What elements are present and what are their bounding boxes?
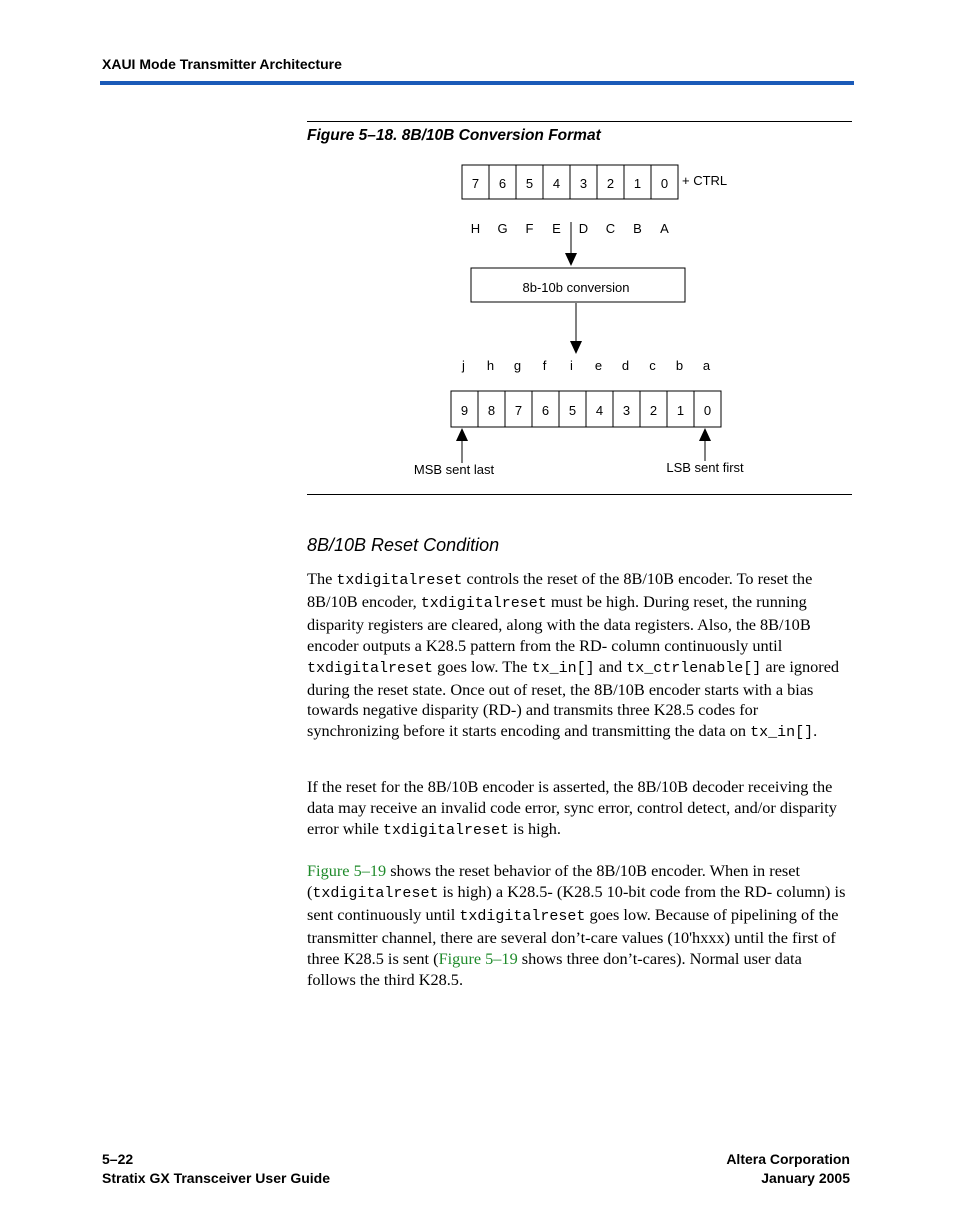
publication-date: January 2005 [761, 1170, 850, 1186]
input-bit-value: 2 [606, 176, 615, 191]
output-arrowhead [570, 341, 582, 354]
input-letter: H [470, 221, 481, 236]
input-letter: A [660, 221, 669, 236]
input-letter: C [605, 221, 616, 236]
output-letter: b [675, 358, 684, 373]
input-letter: F [525, 221, 534, 236]
output-bit-value: 8 [487, 403, 496, 418]
output-letter: h [486, 358, 495, 373]
output-letter: d [621, 358, 630, 373]
output-letter: a [702, 358, 711, 373]
input-letter: E [552, 221, 561, 236]
figure-caption: Figure 5–18. 8B/10B Conversion Format [307, 127, 601, 144]
paragraph-decoder-errors: If the reset for the 8B/10B encoder is asserted, the 8B/10B decoder receiving the data may receive an invalid code error, sync error, control detect, and/or disparity error while txdigitalreset is high. [307, 777, 837, 839]
output-bit-value: 0 [703, 403, 712, 418]
guide-title: Stratix GX Transceiver User Guide [102, 1170, 330, 1186]
ctrl-label: + CTRL [682, 173, 728, 188]
lsb-arrowhead [699, 428, 711, 441]
input-arrowhead [565, 253, 577, 266]
paragraph-reset-description: The txdigitalreset controls the reset of the 8B/10B encoder. To reset the 8B/10B encoder, txdigitalreset must be high. During reset, the running disparity registers are cleared, along with the data registers. Also, the 8B/10B encoder outputs a K28.5 pattern from the RD- column continuously until txdigitalreset goes low. The tx_in[] and tx_ctrlenable[] are ignored during the reset state. Once out of reset, the 8B/10B encoder starts with a bias towards negative disparity (RD-) and transmits three K28.5 codes for synchronizing before it starts encoding and transmitting the data on tx_in[]. [307, 569, 840, 742]
output-bit-value: 3 [622, 403, 631, 418]
paragraph-reset-behavior: Figure 5–19 shows the reset behavior of the 8B/10B encoder. When in reset (txdigitalreset is high) a K28.5- (K28.5 10-bit code from the RD- column) is sent continuously until txdigitalreset goes low. Because of pipelining of the transmitter channel, there are several don’t-care values (10'hxxx) until the first of three K28.5 is sent (Figure 5–19 shows three don’t-cares). Normal user data follows the third K28.5. [307, 861, 846, 989]
figure-5-19-link-inline[interactable]: Figure 5–19 [438, 948, 518, 968]
conversion-label: 8b-10b conversion [522, 280, 630, 295]
output-letter: j [462, 358, 465, 373]
output-bit-value: 9 [460, 403, 469, 418]
output-bit-value: 2 [649, 403, 658, 418]
output-letter: i [570, 358, 573, 373]
output-letter: f [542, 358, 547, 373]
input-bit-value: 6 [498, 176, 507, 191]
input-bit-value: 4 [552, 176, 561, 191]
figure-bottom-rule [307, 494, 852, 495]
input-bit-value: 0 [660, 176, 669, 191]
output-bit-register [451, 391, 721, 427]
input-bit-value: 3 [579, 176, 588, 191]
company-name: Altera Corporation [726, 1151, 850, 1167]
running-header: XAUI Mode Transmitter Architecture [102, 56, 342, 72]
input-letter: D [578, 221, 589, 236]
section-heading: 8B/10B Reset Condition [307, 535, 500, 555]
input-bit-value: 5 [525, 176, 534, 191]
output-letter-row [461, 358, 711, 373]
input-bit-value: 1 [633, 176, 642, 191]
figure-5-19-link[interactable]: Figure 5–19 [307, 861, 387, 880]
output-bit-value: 7 [514, 403, 523, 418]
msb-label: MSB sent last [413, 462, 495, 477]
output-letter: c [649, 358, 656, 373]
input-letter: G [497, 221, 508, 236]
output-letter: e [594, 358, 603, 373]
input-bit-register [462, 165, 678, 199]
output-bit-value: 1 [676, 403, 685, 418]
output-letter: g [513, 358, 522, 373]
output-bit-value: 5 [568, 403, 577, 418]
page-number: 5–22 [102, 1151, 134, 1167]
output-bit-value: 6 [541, 403, 550, 418]
input-letter: B [633, 221, 642, 236]
output-bit-value: 4 [595, 403, 604, 418]
lsb-label: LSB sent first [666, 460, 744, 475]
msb-arrowhead [456, 428, 468, 441]
input-letter-row [471, 221, 669, 236]
input-bit-value: 7 [471, 176, 480, 191]
